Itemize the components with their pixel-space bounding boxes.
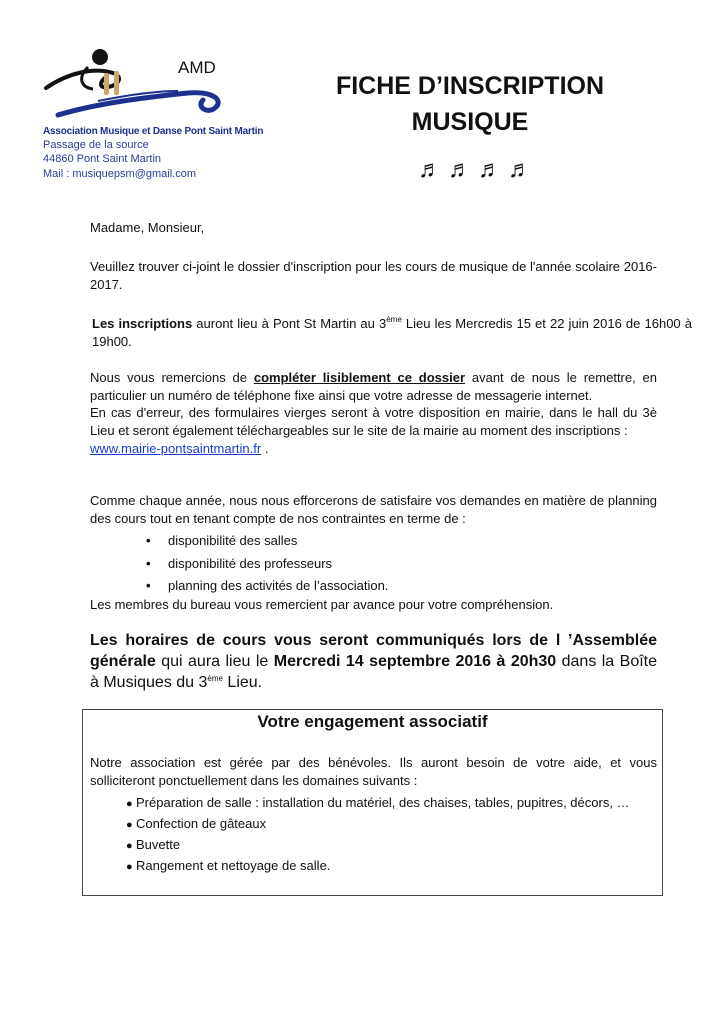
intro-paragraph: Veuillez trouver ci-joint le dossier d'inscription pour les cours de musique de l'année scolaire 2016-2017. xyxy=(90,259,657,292)
inscriptions-label: Les inscriptions xyxy=(92,316,193,331)
horaires-date: Mercredi 14 septembre 2016 à 20h30 xyxy=(273,653,557,670)
bullet-icon: ● xyxy=(126,861,133,873)
inscriptions-paragraph xyxy=(92,315,692,350)
list-item-text: Rangement et nettoyage de salle. xyxy=(136,858,331,873)
remerciement-paragraph xyxy=(90,369,657,404)
page-title-line-2: MUSIQUE xyxy=(411,108,529,136)
address-line-2: 44860 Pont Saint Martin xyxy=(43,153,162,165)
inscriptions-text-2: Lieu les Mercredis 15 et 22 juin 2016 de 16h00 à 19h00. xyxy=(92,316,692,349)
horaires-paragraph xyxy=(90,630,657,693)
horaires-text-1: qui aura lieu le xyxy=(155,653,274,670)
inscriptions-sup: ème xyxy=(386,315,402,324)
thanks-line: Les membres du bureau vous remercient par avance pour votre compréhension. xyxy=(90,597,554,612)
greeting: Madame, Monsieur, xyxy=(90,220,205,235)
page-title-line-1: FICHE D’INSCRIPTION xyxy=(335,72,605,100)
address-line-1: Passage de la source xyxy=(43,139,149,151)
list-item xyxy=(146,578,388,593)
association-name: Association Musique et Danse Pont Saint Martin xyxy=(43,126,264,137)
bullet-icon: ● xyxy=(126,840,133,852)
engagement-title: Votre engagement associatif xyxy=(257,712,488,731)
inscriptions-text-1: auront lieu à Pont St Martin au 3 xyxy=(192,316,387,331)
svg-text:AMD: AMD xyxy=(178,58,216,77)
erreur-paragraph xyxy=(90,404,657,439)
list-item-text: disponibilité des salles xyxy=(168,533,298,548)
erreur-text: En cas d'erreur, des formulaires vierges seront à votre disposition en mairie, dans le hall du 3è Lieu et seront également téléchargeables sur le site de la mairie au moment des inscriptions : xyxy=(90,405,657,438)
list-item-text: Préparation de salle : installation du matériel, des chaises, tables, pupitres, décors, … xyxy=(136,795,630,810)
list-item xyxy=(146,533,297,548)
list-item xyxy=(126,858,330,873)
remerciement-text-2: avant de nous le remettre, en particulier un numéro de téléphone fixe ainsi que votre adresse de messagerie internet. xyxy=(90,370,658,403)
list-item-text: disponibilité des professeurs xyxy=(168,556,333,571)
horaires-sup: ème xyxy=(207,674,223,683)
horaires-bold: Les horaires de cours vous seront communiqués lors de l ’Assemblée générale xyxy=(90,632,657,670)
link-after: . xyxy=(261,441,269,456)
list-item xyxy=(126,816,266,831)
remerciement-bold: compléter lisiblement ce dossier xyxy=(253,370,466,385)
remerciement-text-1: Nous vous remercions de xyxy=(90,370,254,385)
bullet-icon: • xyxy=(146,556,151,571)
list-item xyxy=(146,556,332,571)
mail-line: Mail : musiquepsm@gmail.com xyxy=(43,168,196,180)
list-item xyxy=(126,837,180,852)
bullet-icon: • xyxy=(146,533,151,548)
list-item-text: planning des activités de l’association. xyxy=(168,578,389,593)
bullet-icon: • xyxy=(146,578,151,593)
bullet-icon: ● xyxy=(126,798,133,810)
horaires-text-2: dans la Boîte à Musiques du 3 xyxy=(90,653,658,691)
list-item xyxy=(126,795,630,810)
horaires-text-3: Lieu. xyxy=(222,674,263,691)
planning-paragraph: Comme chaque année, nous nous efforcerons de satisfaire vos demandes en matière de planning des cours tout en tenant compte de nos contraintes en terme de : xyxy=(90,493,657,526)
list-item-text: Buvette xyxy=(136,837,181,852)
list-item-text: Confection de gâteaux xyxy=(136,816,267,831)
music-notes-icon: ♬♬♬♬ xyxy=(418,156,538,183)
bullet-icon: ● xyxy=(126,819,133,831)
link-line xyxy=(90,440,657,458)
engagement-intro: Notre association est gérée par des bénévoles. Ils auront besoin de votre aide, et vous solliciteront ponctuellement dans les domaines suivants : xyxy=(90,755,657,788)
mairie-link[interactable]: www.mairie-pontsaintmartin.fr xyxy=(90,441,262,456)
